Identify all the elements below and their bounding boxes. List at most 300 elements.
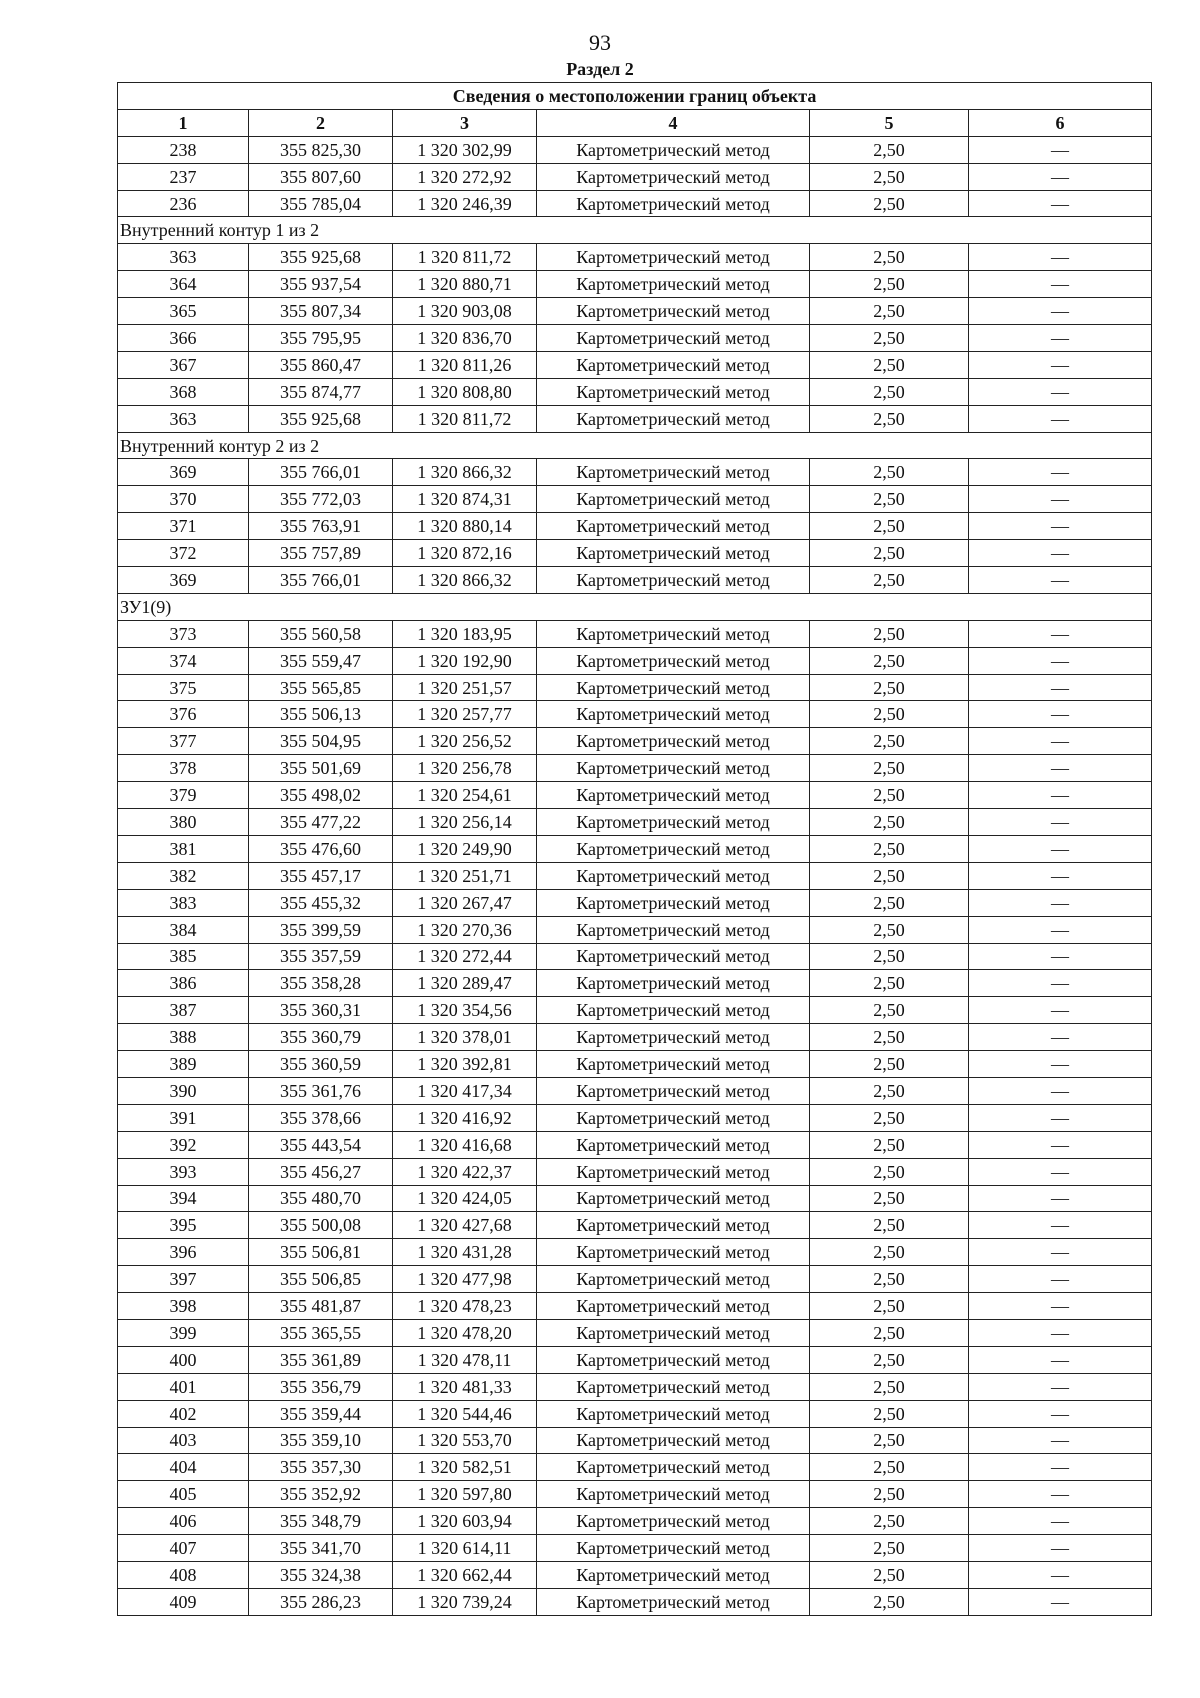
accuracy-cell: 2,50	[810, 782, 969, 809]
accuracy-cell: 2,50	[810, 459, 969, 486]
description-cell: —	[969, 1508, 1152, 1535]
method-cell: Картометрический метод	[537, 1588, 810, 1615]
accuracy-cell: 2,50	[810, 970, 969, 997]
description-cell: —	[969, 190, 1152, 217]
accuracy-cell: 2,50	[810, 1508, 969, 1535]
accuracy-cell: 2,50	[810, 1588, 969, 1615]
accuracy-cell: 2,50	[810, 1024, 969, 1051]
method-cell: Картометрический метод	[537, 782, 810, 809]
point-number-cell: 397	[118, 1266, 249, 1293]
method-cell: Картометрический метод	[537, 190, 810, 217]
y-coordinate-cell: 1 320 553,70	[393, 1427, 537, 1454]
y-coordinate-cell: 1 320 257,77	[393, 701, 537, 728]
accuracy-cell: 2,50	[810, 835, 969, 862]
y-coordinate-cell: 1 320 544,46	[393, 1400, 537, 1427]
table-row	[118, 1131, 1152, 1158]
x-coordinate-cell: 355 501,69	[249, 755, 393, 782]
x-coordinate-cell: 355 481,87	[249, 1293, 393, 1320]
point-number-cell: 377	[118, 728, 249, 755]
point-number-cell: 371	[118, 513, 249, 540]
accuracy-cell: 2,50	[810, 1077, 969, 1104]
accuracy-cell: 2,50	[810, 351, 969, 378]
y-coordinate-cell: 1 320 422,37	[393, 1158, 537, 1185]
x-coordinate-cell: 355 772,03	[249, 486, 393, 513]
x-coordinate-cell: 355 352,92	[249, 1481, 393, 1508]
x-coordinate-cell: 355 559,47	[249, 647, 393, 674]
point-number-cell: 398	[118, 1293, 249, 1320]
x-coordinate-cell: 355 456,27	[249, 1158, 393, 1185]
x-coordinate-cell: 355 358,28	[249, 970, 393, 997]
method-cell: Картометрический метод	[537, 943, 810, 970]
method-cell: Картометрический метод	[537, 1051, 810, 1078]
description-cell: —	[969, 1051, 1152, 1078]
y-coordinate-cell: 1 320 354,56	[393, 997, 537, 1024]
method-cell: Картометрический метод	[537, 1293, 810, 1320]
accuracy-cell: 2,50	[810, 943, 969, 970]
method-cell: Картометрический метод	[537, 1104, 810, 1131]
x-coordinate-cell: 355 357,30	[249, 1454, 393, 1481]
description-cell: —	[969, 889, 1152, 916]
column-header: 2	[249, 109, 393, 136]
point-number-cell: 389	[118, 1051, 249, 1078]
point-number-cell: 394	[118, 1185, 249, 1212]
method-cell: Картометрический метод	[537, 835, 810, 862]
table-row	[118, 997, 1152, 1024]
description-cell: —	[969, 1104, 1152, 1131]
y-coordinate-cell: 1 320 192,90	[393, 647, 537, 674]
accuracy-cell: 2,50	[810, 1293, 969, 1320]
x-coordinate-cell: 355 359,44	[249, 1400, 393, 1427]
description-cell: —	[969, 1185, 1152, 1212]
accuracy-cell: 2,50	[810, 1427, 969, 1454]
table-row	[118, 647, 1152, 674]
description-cell: —	[969, 970, 1152, 997]
accuracy-cell: 2,50	[810, 728, 969, 755]
description-cell: —	[969, 136, 1152, 163]
y-coordinate-cell: 1 320 739,24	[393, 1588, 537, 1615]
table-row	[118, 567, 1152, 594]
table-row	[118, 351, 1152, 378]
method-cell: Картометрический метод	[537, 1481, 810, 1508]
description-cell: —	[969, 567, 1152, 594]
y-coordinate-cell: 1 320 431,28	[393, 1239, 537, 1266]
point-number-cell: 400	[118, 1346, 249, 1373]
description-cell: —	[969, 943, 1152, 970]
accuracy-cell: 2,50	[810, 1239, 969, 1266]
method-cell: Картометрический метод	[537, 1212, 810, 1239]
method-cell: Картометрический метод	[537, 351, 810, 378]
x-coordinate-cell: 355 356,79	[249, 1373, 393, 1400]
y-coordinate-cell: 1 320 249,90	[393, 835, 537, 862]
table-row	[118, 190, 1152, 217]
description-cell: —	[969, 405, 1152, 432]
point-number-cell: 409	[118, 1588, 249, 1615]
point-number-cell: 404	[118, 1454, 249, 1481]
y-coordinate-cell: 1 320 267,47	[393, 889, 537, 916]
method-cell: Картометрический метод	[537, 378, 810, 405]
x-coordinate-cell: 355 757,89	[249, 540, 393, 567]
accuracy-cell: 2,50	[810, 1104, 969, 1131]
y-coordinate-cell: 1 320 874,31	[393, 486, 537, 513]
table-row	[118, 1051, 1152, 1078]
accuracy-cell: 2,50	[810, 486, 969, 513]
x-coordinate-cell: 355 399,59	[249, 916, 393, 943]
point-number-cell: 380	[118, 809, 249, 836]
y-coordinate-cell: 1 320 478,20	[393, 1319, 537, 1346]
method-cell: Картометрический метод	[537, 163, 810, 190]
description-cell: —	[969, 244, 1152, 271]
method-cell: Картометрический метод	[537, 1561, 810, 1588]
description-cell: —	[969, 513, 1152, 540]
accuracy-cell: 2,50	[810, 1481, 969, 1508]
x-coordinate-cell: 355 874,77	[249, 378, 393, 405]
accuracy-cell: 2,50	[810, 1212, 969, 1239]
method-cell: Картометрический метод	[537, 755, 810, 782]
method-cell: Картометрический метод	[537, 1158, 810, 1185]
table-row	[118, 298, 1152, 325]
description-cell: —	[969, 1373, 1152, 1400]
accuracy-cell: 2,50	[810, 567, 969, 594]
accuracy-cell: 2,50	[810, 163, 969, 190]
point-number-cell: 383	[118, 889, 249, 916]
x-coordinate-cell: 355 937,54	[249, 271, 393, 298]
point-number-cell: 402	[118, 1400, 249, 1427]
description-cell: —	[969, 378, 1152, 405]
table-row	[118, 1588, 1152, 1615]
table-body	[118, 136, 1152, 1615]
x-coordinate-cell: 355 455,32	[249, 889, 393, 916]
y-coordinate-cell: 1 320 302,99	[393, 136, 537, 163]
y-coordinate-cell: 1 320 811,26	[393, 351, 537, 378]
point-number-cell: 395	[118, 1212, 249, 1239]
y-coordinate-cell: 1 320 256,78	[393, 755, 537, 782]
accuracy-cell: 2,50	[810, 244, 969, 271]
point-number-cell: 237	[118, 163, 249, 190]
method-cell: Картометрический метод	[537, 1373, 810, 1400]
x-coordinate-cell: 355 359,10	[249, 1427, 393, 1454]
accuracy-cell: 2,50	[810, 1051, 969, 1078]
method-cell: Картометрический метод	[537, 1319, 810, 1346]
x-coordinate-cell: 355 807,60	[249, 163, 393, 190]
description-cell: —	[969, 1131, 1152, 1158]
method-cell: Картометрический метод	[537, 997, 810, 1024]
point-number-cell: 390	[118, 1077, 249, 1104]
table-row	[118, 1319, 1152, 1346]
table-row	[118, 1293, 1152, 1320]
table-row	[118, 755, 1152, 782]
point-number-cell: 366	[118, 325, 249, 352]
accuracy-cell: 2,50	[810, 1346, 969, 1373]
method-cell: Картометрический метод	[537, 136, 810, 163]
method-cell: Картометрический метод	[537, 459, 810, 486]
y-coordinate-cell: 1 320 866,32	[393, 567, 537, 594]
table-row	[118, 1239, 1152, 1266]
y-coordinate-cell: 1 320 416,68	[393, 1131, 537, 1158]
method-cell: Картометрический метод	[537, 970, 810, 997]
description-cell: —	[969, 862, 1152, 889]
accuracy-cell: 2,50	[810, 1400, 969, 1427]
description-cell: —	[969, 1293, 1152, 1320]
accuracy-cell: 2,50	[810, 540, 969, 567]
accuracy-cell: 2,50	[810, 1561, 969, 1588]
point-number-cell: 403	[118, 1427, 249, 1454]
table-row	[118, 809, 1152, 836]
table-row	[118, 136, 1152, 163]
point-number-cell: 396	[118, 1239, 249, 1266]
description-cell: —	[969, 1427, 1152, 1454]
table-row	[118, 271, 1152, 298]
point-number-cell: 374	[118, 647, 249, 674]
method-cell: Картометрический метод	[537, 1535, 810, 1562]
method-cell: Картометрический метод	[537, 405, 810, 432]
y-coordinate-cell: 1 320 903,08	[393, 298, 537, 325]
description-cell: —	[969, 809, 1152, 836]
point-number-cell: 378	[118, 755, 249, 782]
accuracy-cell: 2,50	[810, 889, 969, 916]
method-cell: Картометрический метод	[537, 620, 810, 647]
point-number-cell: 368	[118, 378, 249, 405]
table-header-row	[118, 109, 1152, 136]
description-cell: —	[969, 1158, 1152, 1185]
point-number-cell: 405	[118, 1481, 249, 1508]
description-cell: —	[969, 1561, 1152, 1588]
x-coordinate-cell: 355 286,23	[249, 1588, 393, 1615]
method-cell: Картометрический метод	[537, 486, 810, 513]
method-cell: Картометрический метод	[537, 540, 810, 567]
point-number-cell: 364	[118, 271, 249, 298]
accuracy-cell: 2,50	[810, 325, 969, 352]
x-coordinate-cell: 355 357,59	[249, 943, 393, 970]
x-coordinate-cell: 355 361,89	[249, 1346, 393, 1373]
description-cell: —	[969, 486, 1152, 513]
accuracy-cell: 2,50	[810, 1535, 969, 1562]
method-cell: Картометрический метод	[537, 728, 810, 755]
table-title-row	[118, 83, 1152, 110]
y-coordinate-cell: 1 320 808,80	[393, 378, 537, 405]
table-row	[118, 674, 1152, 701]
description-cell: —	[969, 1454, 1152, 1481]
x-coordinate-cell: 355 925,68	[249, 405, 393, 432]
y-coordinate-cell: 1 320 662,44	[393, 1561, 537, 1588]
x-coordinate-cell: 355 506,13	[249, 701, 393, 728]
y-coordinate-cell: 1 320 811,72	[393, 405, 537, 432]
contour-group-row	[118, 432, 1152, 459]
column-header: 1	[118, 109, 249, 136]
method-cell: Картометрический метод	[537, 1346, 810, 1373]
point-number-cell: 379	[118, 782, 249, 809]
table-row	[118, 459, 1152, 486]
table-row	[118, 728, 1152, 755]
x-coordinate-cell: 355 361,76	[249, 1077, 393, 1104]
point-number-cell: 373	[118, 620, 249, 647]
point-number-cell: 399	[118, 1319, 249, 1346]
accuracy-cell: 2,50	[810, 405, 969, 432]
description-cell: —	[969, 540, 1152, 567]
y-coordinate-cell: 1 320 582,51	[393, 1454, 537, 1481]
table-row	[118, 1454, 1152, 1481]
point-number-cell: 370	[118, 486, 249, 513]
point-number-cell: 363	[118, 405, 249, 432]
description-cell: —	[969, 459, 1152, 486]
table-row	[118, 1561, 1152, 1588]
description-cell: —	[969, 728, 1152, 755]
description-cell: —	[969, 701, 1152, 728]
point-number-cell: 384	[118, 916, 249, 943]
accuracy-cell: 2,50	[810, 1266, 969, 1293]
description-cell: —	[969, 1239, 1152, 1266]
accuracy-cell: 2,50	[810, 809, 969, 836]
table-row	[118, 378, 1152, 405]
table-row	[118, 620, 1152, 647]
contour-group-label: Внутренний контур 1 из 2	[118, 217, 1152, 244]
y-coordinate-cell: 1 320 272,44	[393, 943, 537, 970]
x-coordinate-cell: 355 766,01	[249, 459, 393, 486]
table-row	[118, 1104, 1152, 1131]
table-row	[118, 1346, 1152, 1373]
y-coordinate-cell: 1 320 417,34	[393, 1077, 537, 1104]
method-cell: Картометрический метод	[537, 674, 810, 701]
method-cell: Картометрический метод	[537, 1239, 810, 1266]
contour-group-label: ЗУ1(9)	[118, 593, 1152, 620]
y-coordinate-cell: 1 320 254,61	[393, 782, 537, 809]
description-cell: —	[969, 1212, 1152, 1239]
method-cell: Картометрический метод	[537, 298, 810, 325]
point-number-cell: 385	[118, 943, 249, 970]
accuracy-cell: 2,50	[810, 190, 969, 217]
table-row	[118, 862, 1152, 889]
method-cell: Картометрический метод	[537, 701, 810, 728]
accuracy-cell: 2,50	[810, 1158, 969, 1185]
table-row	[118, 1212, 1152, 1239]
x-coordinate-cell: 355 785,04	[249, 190, 393, 217]
description-cell: —	[969, 298, 1152, 325]
method-cell: Картометрический метод	[537, 244, 810, 271]
y-coordinate-cell: 1 320 478,23	[393, 1293, 537, 1320]
table-row	[118, 486, 1152, 513]
contour-group-row	[118, 217, 1152, 244]
y-coordinate-cell: 1 320 183,95	[393, 620, 537, 647]
x-coordinate-cell: 355 360,79	[249, 1024, 393, 1051]
table-row	[118, 1373, 1152, 1400]
accuracy-cell: 2,50	[810, 1454, 969, 1481]
x-coordinate-cell: 355 506,81	[249, 1239, 393, 1266]
method-cell: Картометрический метод	[537, 1454, 810, 1481]
y-coordinate-cell: 1 320 424,05	[393, 1185, 537, 1212]
x-coordinate-cell: 355 457,17	[249, 862, 393, 889]
method-cell: Картометрический метод	[537, 916, 810, 943]
point-number-cell: 369	[118, 567, 249, 594]
table-row	[118, 1481, 1152, 1508]
point-number-cell: 387	[118, 997, 249, 1024]
accuracy-cell: 2,50	[810, 1185, 969, 1212]
column-header: 3	[393, 109, 537, 136]
table-row	[118, 540, 1152, 567]
point-number-cell: 381	[118, 835, 249, 862]
table-row	[118, 1535, 1152, 1562]
accuracy-cell: 2,50	[810, 378, 969, 405]
description-cell: —	[969, 674, 1152, 701]
description-cell: —	[969, 1024, 1152, 1051]
description-cell: —	[969, 835, 1152, 862]
method-cell: Картометрический метод	[537, 1400, 810, 1427]
method-cell: Картометрический метод	[537, 271, 810, 298]
description-cell: —	[969, 1588, 1152, 1615]
x-coordinate-cell: 355 365,55	[249, 1319, 393, 1346]
x-coordinate-cell: 355 795,95	[249, 325, 393, 352]
y-coordinate-cell: 1 320 880,14	[393, 513, 537, 540]
table-row	[118, 782, 1152, 809]
table-row	[118, 1077, 1152, 1104]
column-header: 4	[537, 109, 810, 136]
y-coordinate-cell: 1 320 603,94	[393, 1508, 537, 1535]
accuracy-cell: 2,50	[810, 916, 969, 943]
description-cell: —	[969, 1319, 1152, 1346]
x-coordinate-cell: 355 324,38	[249, 1561, 393, 1588]
point-number-cell: 367	[118, 351, 249, 378]
x-coordinate-cell: 355 825,30	[249, 136, 393, 163]
description-cell: —	[969, 325, 1152, 352]
description-cell: —	[969, 1266, 1152, 1293]
method-cell: Картометрический метод	[537, 513, 810, 540]
section-title: Раздел 2	[566, 59, 634, 79]
y-coordinate-cell: 1 320 251,71	[393, 862, 537, 889]
method-cell: Картометрический метод	[537, 1508, 810, 1535]
method-cell: Картометрический метод	[537, 889, 810, 916]
method-cell: Картометрический метод	[537, 567, 810, 594]
x-coordinate-cell: 355 378,66	[249, 1104, 393, 1131]
x-coordinate-cell: 355 565,85	[249, 674, 393, 701]
method-cell: Картометрический метод	[537, 1131, 810, 1158]
x-coordinate-cell: 355 925,68	[249, 244, 393, 271]
point-number-cell: 393	[118, 1158, 249, 1185]
x-coordinate-cell: 355 500,08	[249, 1212, 393, 1239]
description-cell: —	[969, 782, 1152, 809]
y-coordinate-cell: 1 320 392,81	[393, 1051, 537, 1078]
point-number-cell: 372	[118, 540, 249, 567]
y-coordinate-cell: 1 320 246,39	[393, 190, 537, 217]
x-coordinate-cell: 355 763,91	[249, 513, 393, 540]
accuracy-cell: 2,50	[810, 1373, 969, 1400]
method-cell: Картометрический метод	[537, 325, 810, 352]
accuracy-cell: 2,50	[810, 674, 969, 701]
description-cell: —	[969, 271, 1152, 298]
y-coordinate-cell: 1 320 477,98	[393, 1266, 537, 1293]
x-coordinate-cell: 355 476,60	[249, 835, 393, 862]
description-cell: —	[969, 1077, 1152, 1104]
point-number-cell: 408	[118, 1561, 249, 1588]
y-coordinate-cell: 1 320 251,57	[393, 674, 537, 701]
x-coordinate-cell: 355 348,79	[249, 1508, 393, 1535]
method-cell: Картометрический метод	[537, 1427, 810, 1454]
boundary-coordinates-table	[117, 82, 1152, 1616]
table-title: Сведения о местоположении границ объекта	[118, 83, 1152, 110]
x-coordinate-cell: 355 477,22	[249, 809, 393, 836]
y-coordinate-cell: 1 320 836,70	[393, 325, 537, 352]
y-coordinate-cell: 1 320 866,32	[393, 459, 537, 486]
point-number-cell: 238	[118, 136, 249, 163]
table-row	[118, 163, 1152, 190]
x-coordinate-cell: 355 443,54	[249, 1131, 393, 1158]
point-number-cell: 369	[118, 459, 249, 486]
description-cell: —	[969, 755, 1152, 782]
table-row	[118, 1266, 1152, 1293]
method-cell: Картометрический метод	[537, 1024, 810, 1051]
table-row	[118, 916, 1152, 943]
table-row	[118, 1185, 1152, 1212]
point-number-cell: 365	[118, 298, 249, 325]
y-coordinate-cell: 1 320 270,36	[393, 916, 537, 943]
point-number-cell: 382	[118, 862, 249, 889]
